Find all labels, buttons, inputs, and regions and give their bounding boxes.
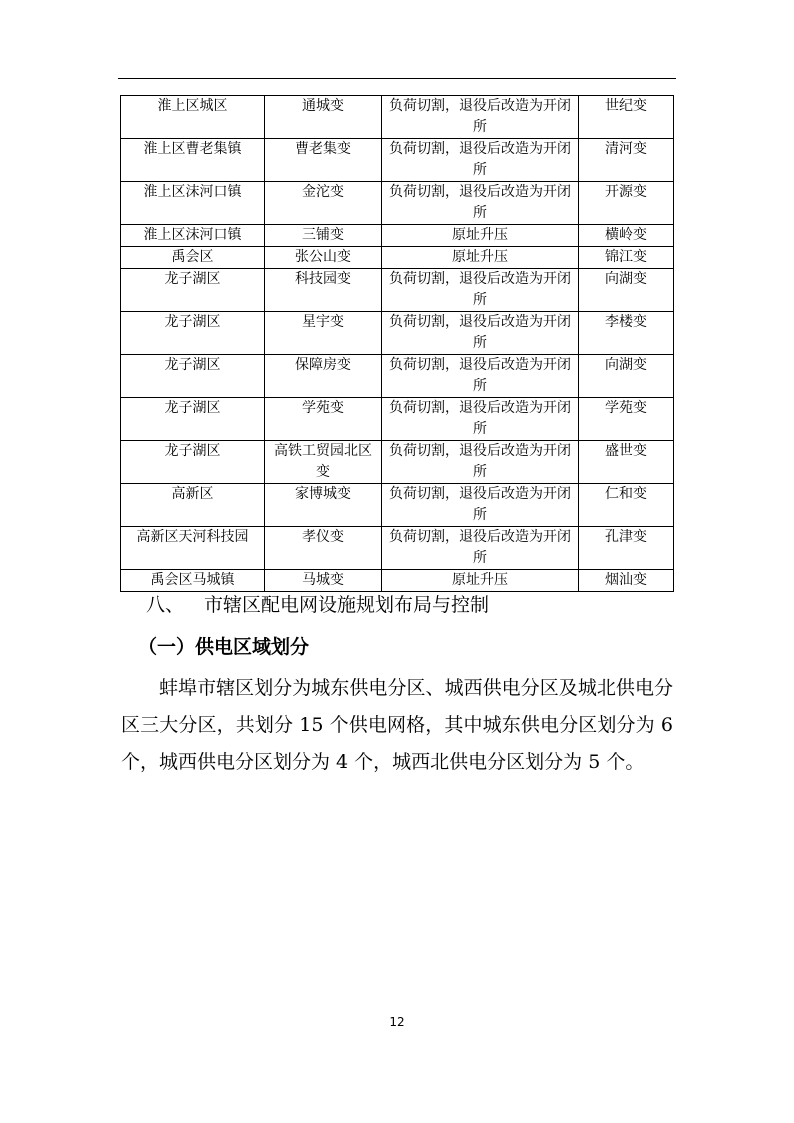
- new-substation-cell: 向湖变: [579, 355, 674, 398]
- new-substation-cell: 清河变: [579, 139, 674, 182]
- plan-cell: 负荷切割，退役后改造为开闭所: [382, 269, 579, 312]
- table-row: [121, 441, 674, 484]
- substation-cell: 马城变: [265, 570, 382, 592]
- district-cell: 高新区: [121, 484, 265, 527]
- new-substation-cell: 横岭变: [579, 225, 674, 247]
- plan-cell: 负荷切割，退役后改造为开闭所: [382, 355, 579, 398]
- substation-cell: 孝仪变: [265, 527, 382, 570]
- section-title: [146, 591, 489, 619]
- new-substation-cell: 李楼变: [579, 312, 674, 355]
- new-substation-cell: 世纪变: [579, 96, 674, 139]
- table-row: [121, 527, 674, 570]
- table-row: [121, 269, 674, 312]
- substation-cell: 星宇变: [265, 312, 382, 355]
- new-substation-cell: 烟汕变: [579, 570, 674, 592]
- plan-cell: 原址升压: [382, 570, 579, 592]
- district-cell: 淮上区沫河口镇: [121, 225, 265, 247]
- table-row: [121, 96, 674, 139]
- district-cell: 龙子湖区: [121, 312, 265, 355]
- plan-cell: 原址升压: [382, 225, 579, 247]
- page-number: 12: [389, 1015, 405, 1029]
- table-row: [121, 182, 674, 225]
- district-cell: 淮上区城区: [121, 96, 265, 139]
- plan-cell: 负荷切割，退役后改造为开闭所: [382, 484, 579, 527]
- plan-cell: 负荷切割，退役后改造为开闭所: [382, 441, 579, 484]
- table-row: [121, 355, 674, 398]
- new-substation-cell: 锦江变: [579, 247, 674, 269]
- substation-cell: 学苑变: [265, 398, 382, 441]
- substation-cell: 高铁工贸园北区变: [265, 441, 382, 484]
- new-substation-cell: 学苑变: [579, 398, 674, 441]
- district-cell: 高新区天河科技园: [121, 527, 265, 570]
- substation-cell: 保障房变: [265, 355, 382, 398]
- new-substation-cell: 仁和变: [579, 484, 674, 527]
- table-row: [121, 398, 674, 441]
- plan-cell: 负荷切割，退役后改造为开闭所: [382, 527, 579, 570]
- subsection-title: （一）供电区域划分: [138, 636, 310, 658]
- section-number: 八、: [146, 594, 185, 616]
- plan-cell: 原址升压: [382, 247, 579, 269]
- plan-cell: 负荷切割，退役后改造为开闭所: [382, 96, 579, 139]
- district-cell: 龙子湖区: [121, 355, 265, 398]
- plan-cell: 负荷切割，退役后改造为开闭所: [382, 312, 579, 355]
- plan-cell: 负荷切割，退役后改造为开闭所: [382, 139, 579, 182]
- new-substation-cell: 盛世变: [579, 441, 674, 484]
- table-row: [121, 225, 674, 247]
- section-title-text: 市辖区配电网设施规划布局与控制: [204, 594, 490, 616]
- table-row: [121, 139, 674, 182]
- substation-table-body: [121, 96, 674, 592]
- substation-cell: 曹老集变: [265, 139, 382, 182]
- substation-cell: 金沱变: [265, 182, 382, 225]
- body-paragraph: 蚌埠市辖区划分为城东供电分区、城西供电分区及城北供电分区三大分区，共划分 15 个供电网格，其中城东供电分区划分为 6 个，城西供电分区划分为 4 个，城西北供电分区划分为 5 个。: [121, 677, 673, 773]
- district-cell: 龙子湖区: [121, 441, 265, 484]
- district-cell: 龙子湖区: [121, 398, 265, 441]
- table-row: [121, 570, 674, 592]
- substation-cell: 通城变: [265, 96, 382, 139]
- new-substation-cell: 孔津变: [579, 527, 674, 570]
- substation-cell: 家博城变: [265, 484, 382, 527]
- table-row: [121, 312, 674, 355]
- new-substation-cell: 向湖变: [579, 269, 674, 312]
- header-rule: [118, 78, 676, 79]
- plan-cell: 负荷切割，退役后改造为开闭所: [382, 398, 579, 441]
- substation-cell: 科技园变: [265, 269, 382, 312]
- substation-table: [120, 95, 674, 592]
- district-cell: 淮上区曹老集镇: [121, 139, 265, 182]
- table-row: [121, 484, 674, 527]
- substation-cell: 三铺变: [265, 225, 382, 247]
- plan-cell: 负荷切割，退役后改造为开闭所: [382, 182, 579, 225]
- district-cell: 禹会区: [121, 247, 265, 269]
- district-cell: 禹会区马城镇: [121, 570, 265, 592]
- district-cell: 龙子湖区: [121, 269, 265, 312]
- table-row: [121, 247, 674, 269]
- district-cell: 淮上区沫河口镇: [121, 182, 265, 225]
- substation-cell: 张公山变: [265, 247, 382, 269]
- new-substation-cell: 开源变: [579, 182, 674, 225]
